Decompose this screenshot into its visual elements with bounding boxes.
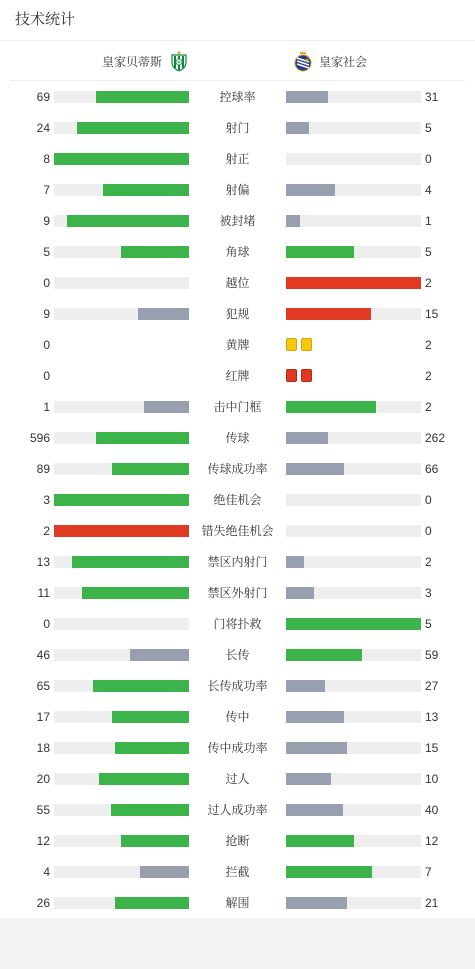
- away-bar-track: [286, 711, 421, 723]
- home-bar-track: [54, 246, 189, 258]
- away-bar-track: [286, 246, 421, 258]
- away-bar-track: [286, 742, 421, 754]
- stat-name: 红牌: [225, 369, 250, 383]
- home-bar-track: [54, 804, 189, 816]
- stat-row: [0, 701, 475, 732]
- stat-name: 过人成功率: [207, 803, 268, 817]
- home-bar-fill: [54, 153, 189, 165]
- away-value: 2: [425, 400, 432, 414]
- stat-row: [0, 298, 475, 329]
- stat-row: [0, 546, 475, 577]
- teams-header: [10, 41, 465, 81]
- stat-name: 绝佳机会: [213, 493, 262, 507]
- home-value: 0: [43, 617, 50, 631]
- home-bar-fill: [54, 494, 189, 506]
- away-value: 0: [425, 493, 432, 507]
- away-bar-fill: [286, 773, 331, 785]
- home-value: 1: [43, 400, 50, 414]
- home-bar-track: [54, 525, 189, 537]
- away-bar-track: [286, 866, 421, 878]
- stat-name: 传中: [225, 710, 250, 724]
- home-bar-track: [54, 680, 189, 692]
- home-bar-fill: [96, 432, 189, 444]
- away-bar-track: [286, 91, 421, 103]
- home-value: 17: [36, 710, 50, 724]
- away-value: 13: [425, 710, 439, 724]
- stat-name: 长传成功率: [207, 679, 268, 693]
- stat-name: 角球: [225, 245, 250, 259]
- stats-list: [0, 81, 475, 918]
- stat-row: [0, 484, 475, 515]
- away-value: 15: [425, 307, 439, 321]
- away-bar-fill: [286, 463, 344, 475]
- away-bar-fill: [286, 742, 347, 754]
- away-bar-fill: [286, 680, 325, 692]
- away-value: 7: [425, 865, 432, 879]
- home-value: 26: [36, 896, 50, 910]
- away-value: 3: [425, 586, 432, 600]
- stat-row: [0, 515, 475, 546]
- stat-name: 禁区外射门: [207, 586, 268, 600]
- home-bar-track: [54, 215, 189, 227]
- stat-name: 传中成功率: [207, 741, 268, 755]
- home-bar-fill: [121, 246, 189, 258]
- stat-name: 击中门框: [213, 400, 262, 414]
- home-value: 596: [29, 431, 50, 445]
- away-bar-track: [286, 122, 421, 134]
- home-bar-fill: [93, 680, 189, 692]
- stat-name: 射正: [225, 152, 250, 166]
- away-value: 1: [425, 214, 432, 228]
- yellow-card-icon: [301, 338, 312, 351]
- away-value: 12: [425, 834, 439, 848]
- home-bar-track: [54, 711, 189, 723]
- home-bar-fill: [140, 866, 189, 878]
- real-sociedad-crest-icon: [292, 50, 314, 72]
- stat-row: [0, 670, 475, 701]
- home-value: 3: [43, 493, 50, 507]
- away-bar-track: [286, 556, 421, 568]
- away-bar-fill: [286, 277, 421, 289]
- stat-name: 传球成功率: [207, 462, 268, 476]
- home-bar-fill: [77, 122, 189, 134]
- home-bar-track: [54, 401, 189, 413]
- stat-name: 解围: [225, 896, 250, 910]
- stat-row: [0, 763, 475, 794]
- home-bar-track: [54, 618, 189, 630]
- home-bar-track: [54, 122, 189, 134]
- stat-name: 传球: [225, 431, 250, 445]
- home-bar-track: [54, 556, 189, 568]
- away-bar-fill: [286, 432, 328, 444]
- away-value: 31: [425, 90, 439, 104]
- home-bar-fill: [121, 835, 189, 847]
- away-bar-track: [286, 215, 421, 227]
- home-bar-fill: [103, 184, 189, 196]
- yellow-card-icon: [286, 338, 297, 351]
- home-value: 65: [36, 679, 50, 693]
- away-bar-fill: [286, 587, 314, 599]
- away-bar-track: [286, 525, 421, 537]
- stat-name: 射门: [225, 121, 250, 135]
- home-bar-track: [54, 835, 189, 847]
- stat-row: [0, 267, 475, 298]
- home-value: 9: [43, 214, 50, 228]
- away-bar-fill: [286, 401, 376, 413]
- away-bar-track: [286, 494, 421, 506]
- home-bar-track: [54, 866, 189, 878]
- home-value: 13: [36, 555, 50, 569]
- stat-row: [0, 360, 475, 391]
- away-bar-track: [286, 432, 421, 444]
- home-value: 55: [36, 803, 50, 817]
- home-value: 9: [43, 307, 50, 321]
- away-bar-fill: [286, 184, 335, 196]
- away-bar-fill: [286, 215, 300, 227]
- stat-row: [0, 391, 475, 422]
- away-bar-track: [286, 618, 421, 630]
- away-bar-track: [286, 773, 421, 785]
- away-cards: [286, 369, 312, 382]
- home-value: 0: [43, 276, 50, 290]
- home-value: 89: [36, 462, 50, 476]
- away-bar-fill: [286, 897, 347, 909]
- stat-row: [0, 794, 475, 825]
- betis-crest-icon: [168, 50, 190, 72]
- home-value: 2: [43, 524, 50, 538]
- home-bar-track: [54, 463, 189, 475]
- away-value: 40: [425, 803, 439, 817]
- home-value: 8: [43, 152, 50, 166]
- away-bar-track: [286, 463, 421, 475]
- stat-row: [0, 81, 475, 112]
- home-bar-fill: [82, 587, 189, 599]
- stat-row: [0, 577, 475, 608]
- home-bar-track: [54, 184, 189, 196]
- stat-row: [0, 422, 475, 453]
- away-bar-track: [286, 401, 421, 413]
- stat-name: 黄牌: [225, 338, 250, 352]
- home-bar-fill: [115, 897, 189, 909]
- home-bar-fill: [130, 649, 189, 661]
- home-bar-fill: [144, 401, 189, 413]
- stat-name: 越位: [225, 276, 250, 290]
- home-team-name: 皇家贝蒂斯: [102, 54, 163, 69]
- home-value: 4: [43, 865, 50, 879]
- away-bar-fill: [286, 649, 362, 661]
- home-value: 20: [36, 772, 50, 786]
- away-bar-fill: [286, 246, 354, 258]
- home-value: 24: [36, 121, 50, 135]
- away-value: 10: [425, 772, 439, 786]
- away-value: 2: [425, 555, 432, 569]
- home-value: 12: [36, 834, 50, 848]
- home-value: 7: [43, 183, 50, 197]
- away-value: 5: [425, 245, 432, 259]
- away-bar-track: [286, 897, 421, 909]
- stat-name: 射偏: [225, 183, 250, 197]
- home-bar-track: [54, 897, 189, 909]
- stat-row: [0, 329, 475, 360]
- stat-name: 拦截: [225, 865, 250, 879]
- stat-name: 过人: [225, 772, 250, 786]
- stat-row: [0, 174, 475, 205]
- away-team[interactable]: [292, 50, 367, 72]
- stat-row: [0, 639, 475, 670]
- away-value: 2: [425, 276, 432, 290]
- home-bar-track: [54, 153, 189, 165]
- stat-name: 控球率: [219, 90, 256, 104]
- away-value: 2: [425, 369, 432, 383]
- home-value: 0: [43, 369, 50, 383]
- stat-name: 犯规: [225, 307, 250, 321]
- away-value: 66: [425, 462, 439, 476]
- stat-name: 门将扑救: [213, 617, 262, 631]
- stat-row: [0, 143, 475, 174]
- away-bar-fill: [286, 618, 421, 630]
- home-bar-fill: [96, 91, 189, 103]
- stat-row: [0, 236, 475, 267]
- stat-row: [0, 887, 475, 918]
- red-card-icon: [301, 369, 312, 382]
- away-bar-fill: [286, 91, 328, 103]
- away-bar-track: [286, 277, 421, 289]
- home-bar-fill: [111, 804, 189, 816]
- stat-row: [0, 453, 475, 484]
- away-bar-track: [286, 649, 421, 661]
- home-team[interactable]: [102, 50, 190, 72]
- home-bar-track: [54, 587, 189, 599]
- stat-row: [0, 205, 475, 236]
- away-bar-fill: [286, 866, 372, 878]
- red-card-icon: [286, 369, 297, 382]
- away-value: 5: [425, 617, 432, 631]
- home-bar-fill: [112, 463, 189, 475]
- away-bar-track: [286, 184, 421, 196]
- stat-name: 被封堵: [219, 214, 256, 228]
- home-value: 18: [36, 741, 50, 755]
- away-bar-fill: [286, 122, 309, 134]
- home-value: 69: [36, 90, 50, 104]
- away-value: 21: [425, 896, 439, 910]
- home-bar-fill: [99, 773, 189, 785]
- stat-name: 错失绝佳机会: [201, 524, 274, 538]
- away-bar-fill: [286, 556, 304, 568]
- home-bar-fill: [115, 742, 189, 754]
- home-bar-fill: [72, 556, 189, 568]
- away-value: 0: [425, 152, 432, 166]
- home-bar-track: [54, 308, 189, 320]
- away-bar-track: [286, 804, 421, 816]
- away-bar-track: [286, 308, 421, 320]
- away-bar-fill: [286, 711, 344, 723]
- away-value: 27: [425, 679, 439, 693]
- away-cards: [286, 338, 312, 351]
- home-bar-track: [54, 91, 189, 103]
- home-bar-track: [54, 649, 189, 661]
- away-bar-track: [286, 153, 421, 165]
- home-bar-track: [54, 494, 189, 506]
- stat-row: [0, 732, 475, 763]
- home-bar-track: [54, 773, 189, 785]
- away-bar-track: [286, 587, 421, 599]
- away-bar-track: [286, 835, 421, 847]
- home-bar-track: [54, 432, 189, 444]
- away-value: 2: [425, 338, 432, 352]
- away-bar-fill: [286, 804, 343, 816]
- page-title: 技术统计: [15, 11, 76, 28]
- stat-row: [0, 825, 475, 856]
- away-team-name: 皇家社会: [319, 54, 368, 69]
- home-bar-fill: [112, 711, 189, 723]
- away-value: 0: [425, 524, 432, 538]
- home-value: 5: [43, 245, 50, 259]
- stat-name: 禁区内射门: [207, 555, 268, 569]
- stat-row: [0, 112, 475, 143]
- home-bar-track: [54, 277, 189, 289]
- away-value: 5: [425, 121, 432, 135]
- away-bar-track: [286, 680, 421, 692]
- home-value: 11: [37, 586, 50, 600]
- away-value: 15: [425, 741, 439, 755]
- stat-name: 抢断: [225, 834, 250, 848]
- away-value: 4: [425, 183, 432, 197]
- stat-name: 长传: [225, 648, 250, 662]
- stat-row: [0, 608, 475, 639]
- home-bar-fill: [54, 525, 189, 537]
- home-bar-fill: [67, 215, 189, 227]
- home-bar-track: [54, 742, 189, 754]
- home-bar-fill: [138, 308, 189, 320]
- stat-row: [0, 856, 475, 887]
- home-value: 46: [36, 648, 50, 662]
- away-bar-fill: [286, 835, 354, 847]
- home-value: 0: [43, 338, 50, 352]
- away-value: 262: [425, 431, 446, 445]
- away-value: 59: [425, 648, 439, 662]
- away-bar-fill: [286, 308, 371, 320]
